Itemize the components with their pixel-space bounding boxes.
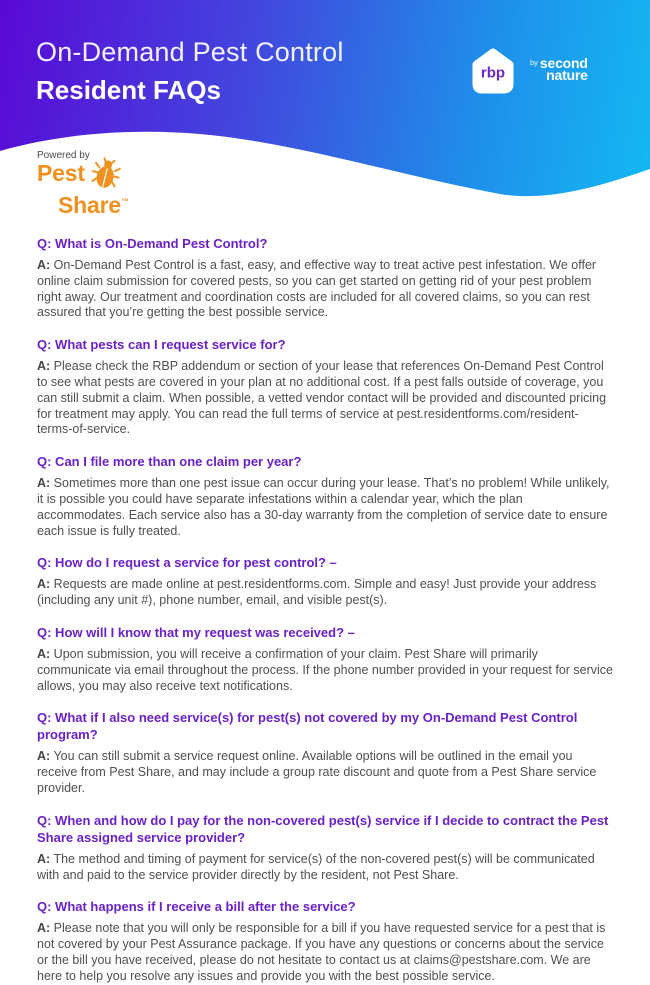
second-nature-line1: second <box>539 55 588 71</box>
second-nature-line2: nature <box>546 67 588 83</box>
answer-prefix: A: <box>37 476 51 491</box>
header-banner <box>0 0 650 222</box>
answer-prefix: A: <box>37 359 51 374</box>
by-label: by <box>530 58 538 67</box>
faq-answer: A: Please note that you will only be responsible for a bill if you have requested service for a pest that is not covered by your Pest Assurance package. If you have any questions or concerns about the service or the bill you have received, please do not hesitate to contact us at claims@pestshare.com. We are here to help you resolve any issues and provide you with the best possible service. <box>37 921 606 983</box>
faq-question: Q: What happens if I receive a bill after the service? <box>37 899 356 915</box>
faq-question: Q: Can I file more than one claim per year? <box>37 454 302 470</box>
pest-share-logo <box>37 150 129 216</box>
answer-prefix: A: <box>37 851 51 866</box>
rbp-logo-text: rbp <box>480 64 506 82</box>
faq-question: Q: How do I request a service for pest control? – <box>37 555 337 571</box>
faq-item <box>37 554 614 609</box>
rbp-house-icon <box>465 44 521 100</box>
faq-question: Q: When and how do I pay for the non-covered pest(s) service if I decide to contract the Pest Share assigned service provider? <box>37 812 609 845</box>
rbp-second-nature-logo <box>465 44 588 100</box>
page-title-line1: On-Demand Pest Control <box>36 37 344 67</box>
faq-answer: A: Sometimes more than one pest issue can occur during your lease. That’s no problem! While unlikely, it is possible you could have separate infestations within a calendar year, which the plan accommodates. Each service also has a 30-day warranty from the completion of service date to ensure each issue is fully treated. <box>37 476 610 538</box>
faq-list <box>0 222 650 985</box>
faq-question: Q: How will I know that my request was received? – <box>37 624 355 640</box>
faq-item <box>37 235 614 321</box>
faq-answer: A: The method and timing of payment for service(s) of the non-covered pest(s) will be communicated with and paid to the service provider directly by the resident, not Pest Share. <box>37 851 595 882</box>
page-title <box>36 37 344 106</box>
faq-answer: A: Please check the RBP addendum or section of your lease that references On-Demand Pest Control to see what pests are covered in your plan at no additional cost. If a pest falls outside of coverage, you can still submit a claim. When possible, a vetted vendor contact will be provided and discounted pricing for treatment may apply. You can read the full terms of service at pest.residentforms.com/resident-terms-of-service. <box>37 359 607 437</box>
powered-by-label: Powered by <box>37 150 90 161</box>
pest-share-line2: Share™ <box>58 192 129 218</box>
faq-item <box>37 624 614 694</box>
answer-prefix: A: <box>37 921 51 936</box>
faq-answer: A: Requests are made online at pest.residentforms.com. Simple and easy! Just provide your address (including any unit #), phone number, email, and visible pest(s). <box>37 577 597 608</box>
second-nature-wordmark <box>530 57 588 81</box>
answer-prefix: A: <box>37 577 51 592</box>
faq-question: Q: What is On-Demand Pest Control? <box>37 236 268 251</box>
answer-prefix: A: <box>37 258 51 272</box>
answer-prefix: A: <box>37 749 51 764</box>
faq-answer: A: On-Demand Pest Control is a fast, easy, and effective way to treat active pest infestation. We offer online claim submission for covered pests, so you can get started on getting rid of your pest problem right away. Our treatment and coordination costs are included for all covered claims, so you can rest assured that you’re getting the best possible service. <box>37 258 597 320</box>
answer-prefix: A: <box>37 646 51 661</box>
faq-answer: A: You can still submit a service request online. Available options will be outlined in the email you receive from Pest Share, and may include a group rate discount and quote from a Pest Share service provider. <box>37 749 597 795</box>
faq-item <box>37 709 614 796</box>
trademark-symbol: ™ <box>120 197 129 206</box>
pest-share-line1: Pest <box>37 160 85 186</box>
faq-item <box>37 336 614 438</box>
page-title-line2: Resident FAQs <box>36 75 221 105</box>
faq-question: Q: What pests can I request service for? <box>37 337 286 353</box>
faq-question: Q: What if I also need service(s) for pest(s) not covered by my On-Demand Pest Control program? <box>37 710 578 743</box>
faq-item <box>37 812 614 884</box>
faq-item <box>37 898 614 984</box>
faq-item <box>37 453 614 539</box>
faq-answer: A: Upon submission, you will receive a confirmation of your claim. Pest Share will primarily communicate via email throughout the process. If the phone number provided in your request for service allows, you may also receive text notifications. <box>37 646 614 693</box>
